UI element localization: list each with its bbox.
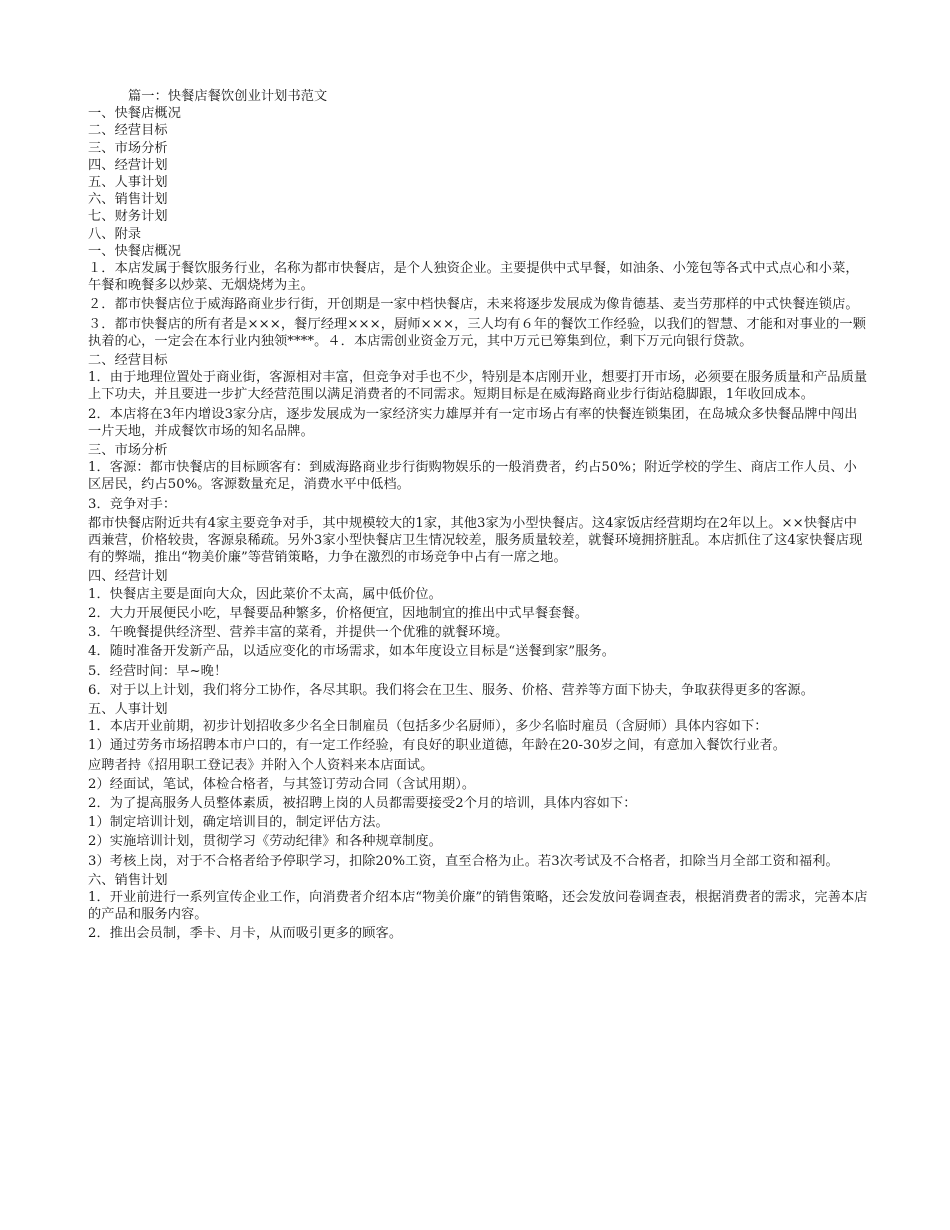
toc-item: 一、快餐店概况 [88, 106, 182, 122]
paragraph: 6．对于以上计划，我们将分工协作，各尽其职。我们将会在卫生、服务、价格、营养等方面下协夫，争取获得更多的客源。 [88, 682, 815, 698]
paragraph: 3．午晚餐提供经济型、营养丰富的菜肴，并提供一个优雅的就餐环境。 [88, 625, 509, 641]
paragraph: 2）实施培训计划，贯彻学习《劳动纪律》和各种规章制度。 [88, 834, 442, 850]
paragraph: 2．推出会员制，季卡、月卡，从而吸引更多的顾客。 [88, 926, 403, 942]
paragraph: 都市快餐店附近共有4家主要竞争对手，其中规模较大的1家，其他3家为小型快餐店。这4家饭店经营期均在2年以上。××快餐店中西兼营，价格较贵，客源泉稀疏。另外3家小型快餐店卫生情况较差，服务质量较差，就餐环境拥挤脏乱。本店抓住了这4家快餐店现有的弊端，推出“物美价廉”等营销策略，力争在激烈的市场竞争中占有一席之地。 [88, 515, 863, 566]
paragraph: 5．经营时间：早~晚！ [88, 663, 228, 679]
paragraph: 1）通过劳务市场招聘本市户口的，有一定工作经验，有良好的职业道德，年龄在20-30岁之间，有意加入餐饮行业者。 [88, 738, 787, 754]
paragraph: 3）考核上岗，对于不合格者给予停职学习，扣除20%工资，直至合格为止。若3次考试及不合格者，扣除当月全部工资和福利。 [88, 853, 839, 869]
document-title: 篇一：快餐店餐饮创业计划书范文 [128, 89, 328, 104]
paragraph: 1．客源：都市快餐店的目标顾客有：到威海路商业步行街购物娱乐的一般消费者，约占50%；附近学校的学生、商店工作人员、小区居民，约占50%。客源数量充足，消费水平中低档。 [88, 460, 857, 493]
paragraph: １．本店发属于餐饮服务行业，名称为都市快餐店，是个人独资企业。主要提供中式早餐，如油条、小笼包等各式中式点心和小菜，午餐和晚餐多以炒菜、无烟烧烤为主。 [88, 261, 859, 294]
section-heading: 四、经营计划 [88, 569, 168, 585]
toc-item: 四、经营计划 [88, 157, 168, 173]
paragraph: 1．本店开业前期，初步计划招收多少名全日制雇员（包括多少名厨师），多少名临时雇员（含厨师）具体内容如下： [88, 719, 768, 735]
toc-item: 六、销售计划 [88, 192, 168, 208]
paragraph: 1．开业前进行一系列宣传企业工作，向消费者介绍本店“物美价廉”的销售策略，还会发放问卷调查表，根据消费者的需求，完善本店的产品和服务内容。 [88, 889, 868, 923]
document-body [88, 88, 868, 945]
paragraph: 应聘者持《招用职工登记表》并附入个人资料来本店面试。 [88, 757, 434, 773]
paragraph: 4．随时准备开发新产品，以适应变化的市场需求，如本年度设立目标是“送餐到家”服务。 [88, 644, 616, 660]
table-of-contents [88, 105, 868, 243]
paragraph: 1）制定培训计划，确定培训目的，制定评估方法。 [88, 815, 389, 831]
section-heading: 三、市场分析 [88, 443, 168, 459]
section-heading: 一、快餐店概况 [88, 243, 182, 259]
paragraph: 3．竞争对手： [88, 496, 177, 512]
paragraph: 2．大力开展便民小吃，早餐要品种繁多，价格便宜，因地制宜的推出中式早餐套餐。 [88, 605, 589, 621]
toc-item: 二、经营目标 [88, 123, 168, 139]
paragraph: 2．本店将在3年内增设3家分店，逐步发展成为一家经济实力雄厚并有一定市场占有率的快餐连锁集团，在岛城众多快餐品牌中闯出一片天地，并成餐饮市场的知名品牌。 [88, 406, 858, 439]
paragraph: ２．都市快餐店位于威海路商业步行街，开创期是一家中档快餐店，未来将逐步发展成为像肯德基、麦当劳那样的中式快餐连锁店。 [88, 297, 859, 313]
paragraph: 2）经面试，笔试，体检合格者，与其签订劳动合同（含试用期）。 [88, 776, 476, 792]
document-content [88, 243, 868, 943]
paragraph: 2．为了提高服务人员整体素质，被招聘上岗的人员都需要接受2个月的培训，具体内容如下： [88, 795, 637, 811]
section-heading: 六、销售计划 [88, 872, 168, 888]
paragraph: 1．快餐店主要是面向大众，因此菜价不太高，属中低价位。 [88, 586, 442, 602]
paragraph: ３．都市快餐店的所有者是×××，餐厅经理×××，厨师×××，三人均有６年的餐饮工作经验，以我们的智慧、才能和对事业的一颗执着的心，一定会在本行业内独领****。４．本店需创业资金万元，其中万元已筹集到位，剩下万元向银行贷款。 [88, 316, 867, 349]
toc-item: 五、人事计划 [88, 175, 168, 191]
toc-item: 七、财务计划 [88, 209, 168, 225]
section-heading: 二、经营目标 [88, 353, 168, 369]
paragraph: 1．由于地理位置处于商业街，客源相对丰富，但竞争对手也不少，特别是本店刚开业，想要打开市场，必须要在服务质量和产品质量上下功夫，并且要进一步扩大经营范围以满足消费者的不同需求。短期目标是在威海路商业步行街站稳脚跟，1年收回成本。 [88, 370, 868, 403]
toc-item: 八、附录 [88, 226, 142, 242]
section-heading: 五、人事计划 [88, 701, 168, 717]
toc-item: 三、市场分析 [88, 140, 168, 156]
